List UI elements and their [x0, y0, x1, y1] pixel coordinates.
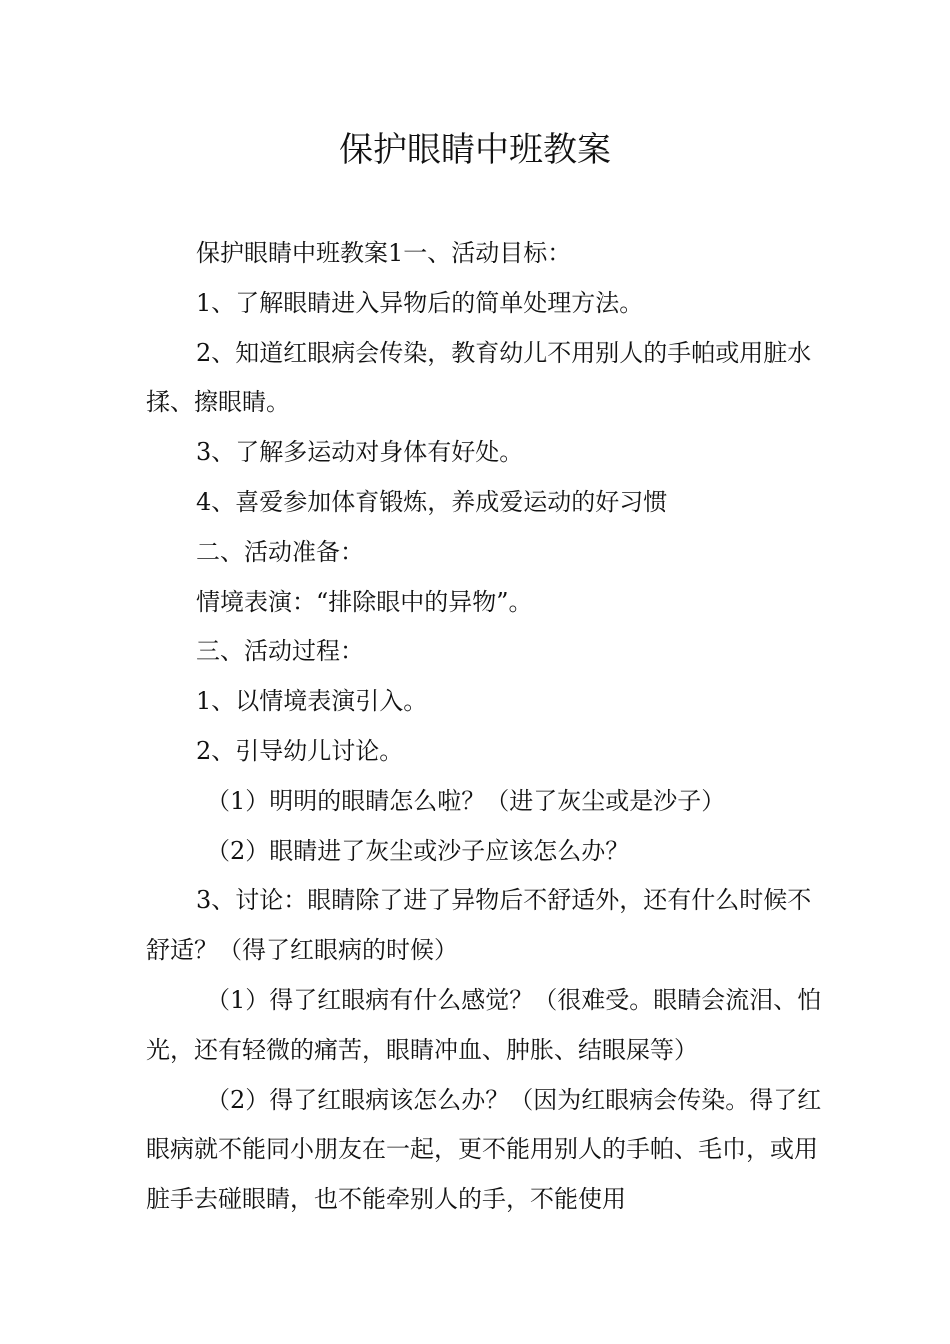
paragraph-objective-4: 4、喜爱参加体育锻炼，养成爱运动的好习惯	[196, 487, 668, 516]
paragraph-process-2: 2、引导幼儿讨论。	[196, 736, 404, 765]
paragraph-process-3: 3、讨论：眼睛除了进了异物后不舒适外，还有什么时候不舒适？（得了红眼病的时候）	[146, 886, 812, 965]
paragraph-red-eye-feeling: （1）得了红眼病有什么感觉？（很难受。眼睛会流泪、怕光，还有轻微的痛苦，眼睛冲血、肿胀、结眼屎等）	[146, 985, 822, 1064]
paragraph-intro-objectives: 保护眼睛中班教案1一、活动目标：	[196, 239, 572, 267]
paragraph-objective-3: 3、了解多运动对身体有好处。	[196, 438, 524, 467]
paragraph-red-eye-action: （2）得了红眼病该怎么办？（因为红眼病会传染。得了红眼病就不能同小朋友在一起，更不能用别人的手帕、毛巾，或用脏手去碰眼睛，也不能牵别人的手，不能使用	[146, 1085, 822, 1214]
paragraph-preparation-heading: 二、活动准备：	[196, 537, 364, 566]
document-title: 保护眼睛中班教案	[339, 130, 611, 170]
paragraph-process-1: 1、以情境表演引入。	[196, 687, 428, 716]
document-body	[146, 229, 826, 1225]
paragraph-question-1: （1）明明的眼睛怎么啦？（进了灰尘或是沙子）	[206, 786, 726, 815]
paragraph-objective-2: 2、知道红眼病会传染，教育幼儿不用别人的手帕或用脏水揉、擦眼睛。	[146, 338, 812, 417]
paragraph-objective-1: 1、了解眼睛进入异物后的简单处理方法。	[196, 288, 644, 317]
paragraph-question-2: （2）眼睛进了灰尘或沙子应该怎么办？	[206, 836, 630, 865]
paragraph-process-heading: 三、活动过程：	[196, 637, 364, 666]
paragraph-preparation: 情境表演：“排除眼中的异物”。	[196, 587, 533, 616]
